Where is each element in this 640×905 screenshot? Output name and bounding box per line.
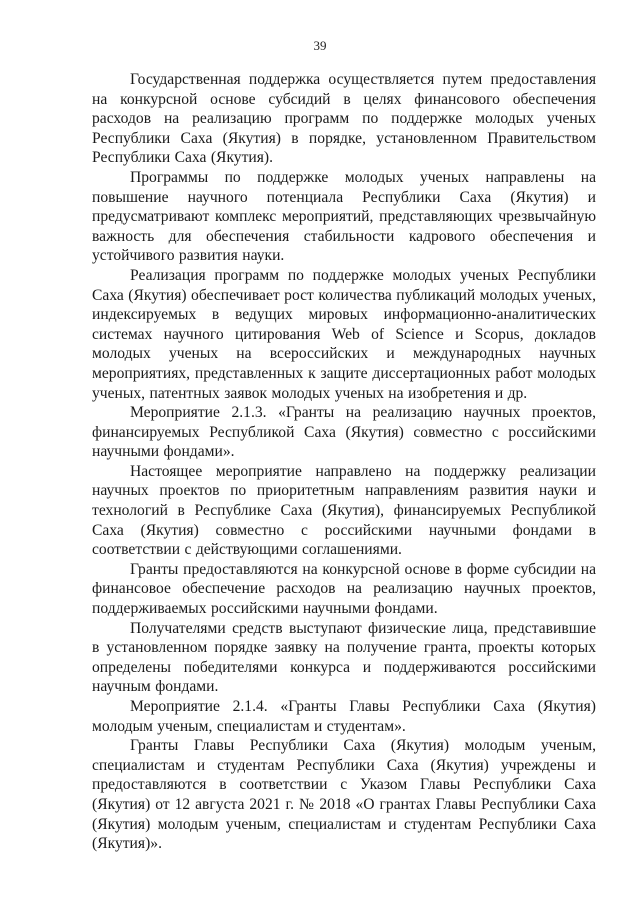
paragraph-measure-2-1-4-title: Мероприятие 2.1.4. «Гранты Главы Республики Саха (Якутия) молодым ученым, специалистам и студентам». (92, 698, 596, 735)
page-number: 39 (313, 38, 327, 53)
paragraph-state-support: Государственная поддержка осуществляется путем предоставления на конкурсной основе субсидий в целях финансового обеспечения расходов на реализацию программ по поддержке молодых ученых Республики Саха (Якутия) в порядке, установленном Правительством Республики Саха (Якутия). (92, 71, 596, 167)
paragraph-grant-recipients: Получателями средств выступают физические лица, представившие в установленном порядке заявку на получение гранта, проекты которых определены победителями конкурса и поддерживаются российскими научным фондами. (92, 619, 596, 696)
paragraph-measure-2-1-3-title: Мероприятие 2.1.3. «Гранты на реализацию научных проектов, финансируемых Республикой Саха (Якутия) совместно с российскими научными фондами». (92, 404, 596, 461)
paragraph-head-grants-decree: Гранты Главы Республики Саха (Якутия) молодым ученым, специалистам и студентам Республики Саха (Якутия) учреждены и предоставляются в соответствии с Указом Главы Республики Саха (Якутия) от 12 августа 2021 г. № 2018 «О грантах Главы Республики Саха (Якутия) молодым ученым, специалистам и студентам Республики Саха (Якутия)». (92, 737, 596, 853)
paragraph-programs-purpose: Программы по поддержке молодых ученых направлены на повышение научного потенциала Республики Саха (Якутия) и предусматривают комплекс мероприятий, представляющих чрезвычайную важность для обеспечения стабильности кадрового обеспечения и устойчивого развития науки. (92, 168, 596, 265)
document-body (92, 70, 596, 854)
paragraph-measure-2-1-3-description: Настоящее мероприятие направлено на поддержку реализации научных проектов по приоритетным направлениям развития науки и технологий в Республике Саха (Якутия), финансируемых Республикой Саха (Якутия) совместно с российскими научными фондами в соответствии с действующими соглашениями. (92, 462, 596, 559)
paragraph-programs-results: Реализация программ по поддержке молодых ученых Республики Саха (Якутия) обеспечивает рост количества публикаций молодых ученых, индексируемых в ведущих мировых информационно-аналитических системах научного цитирования Web of Science и Scopus, докладов молодых ученых на всероссийских и международных научных мероприятиях, представленных к защите диссертационных работ молодых ученых, патентных заявок молодых ученых на изобретения и др. (92, 266, 596, 402)
paragraph-grants-competitive-basis: Гранты предоставляются на конкурсной основе в форме субсидии на финансовое обеспечение расходов на реализацию научных проектов, поддерживаемых российскими научными фондами. (92, 560, 596, 618)
